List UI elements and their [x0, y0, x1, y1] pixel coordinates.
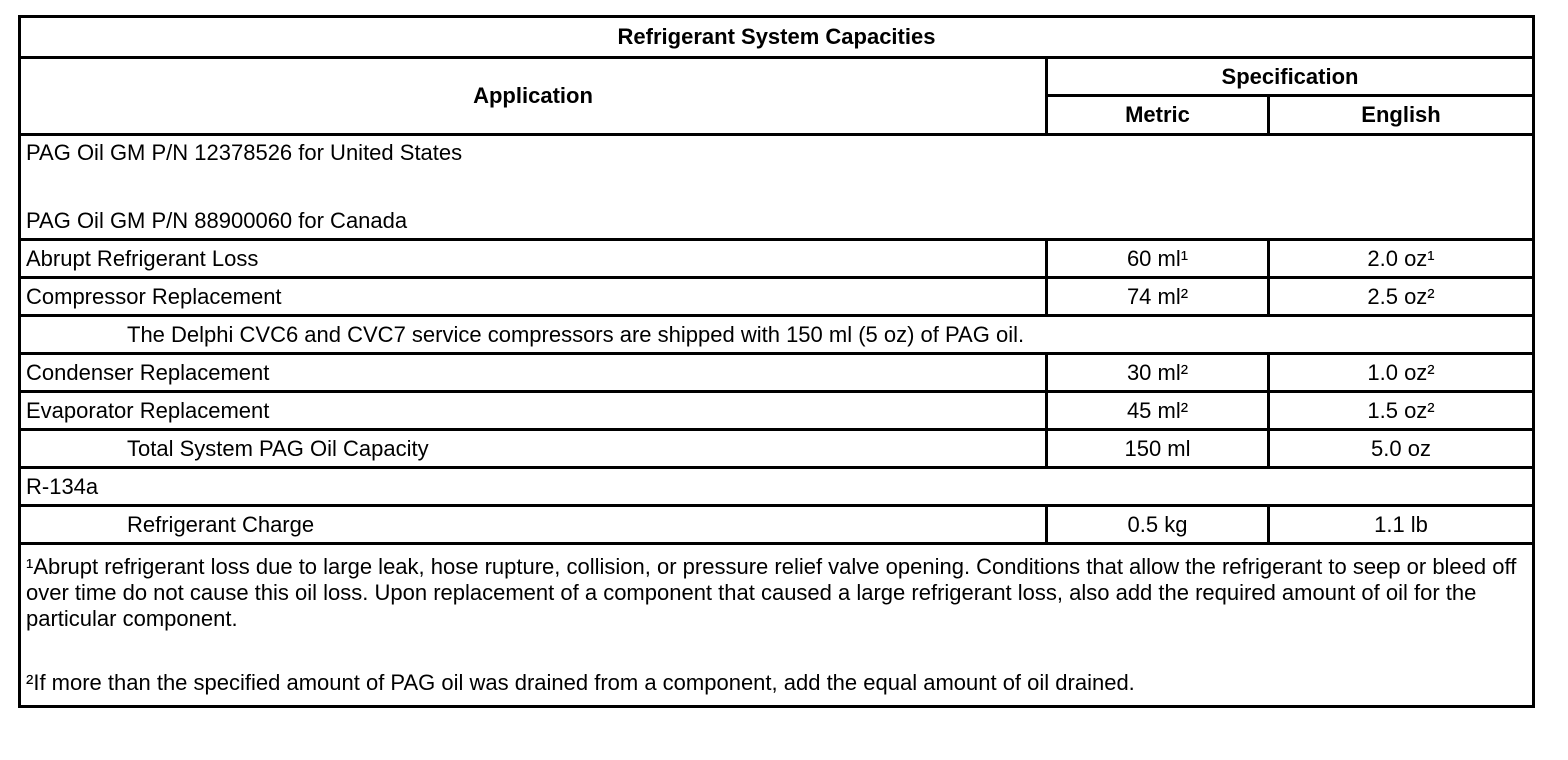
row-english: 1.0 oz²	[1269, 354, 1534, 392]
specification-header: Specification	[1047, 58, 1534, 96]
charge-metric: 0.5 kg	[1047, 506, 1269, 544]
row-english: 2.5 oz²	[1269, 278, 1534, 316]
table-row	[20, 278, 1534, 316]
row-metric: 74 ml²	[1047, 278, 1269, 316]
row-label: Compressor Replacement	[20, 278, 1047, 316]
row-metric: 60 ml¹	[1047, 240, 1269, 278]
metric-header: Metric	[1047, 96, 1269, 135]
pag-oil-cell	[20, 135, 1534, 240]
charge-label: Refrigerant Charge	[20, 506, 1047, 544]
row-english: 2.0 oz¹	[1269, 240, 1534, 278]
row-label: Evaporator Replacement	[20, 392, 1047, 430]
english-header: English	[1269, 96, 1534, 135]
footnotes-cell	[20, 544, 1534, 707]
table-row	[20, 240, 1534, 278]
footnote-2: ²If more than the specified amount of PAG oil was drained from a component, add the equal amount of oil drained.	[26, 670, 1135, 695]
row-metric: 45 ml²	[1047, 392, 1269, 430]
row-metric: 30 ml²	[1047, 354, 1269, 392]
pag-oil-canada: PAG Oil GM P/N 88900060 for Canada	[26, 208, 408, 233]
compressor-note: The Delphi CVC6 and CVC7 service compressors are shipped with 150 ml (5 oz) of PAG oil.	[20, 316, 1534, 354]
table-row	[20, 430, 1534, 468]
refrigerant-capacities-table	[18, 15, 1535, 708]
pag-oil-us: PAG Oil GM P/N 12378526 for United States	[26, 140, 463, 165]
application-header: Application	[20, 58, 1047, 135]
row-english: 1.5 oz²	[1269, 392, 1534, 430]
row-english: 5.0 oz	[1269, 430, 1534, 468]
table-title: Refrigerant System Capacities	[20, 17, 1534, 58]
charge-english: 1.1 lb	[1269, 506, 1534, 544]
row-metric: 150 ml	[1047, 430, 1269, 468]
refrigerant-charge-row	[20, 506, 1534, 544]
row-label: Abrupt Refrigerant Loss	[20, 240, 1047, 278]
footnote-1: ¹Abrupt refrigerant loss due to large leak, hose rupture, collision, or pressure relief valve opening. Conditions that allow the refrigerant to seep or bleed off over time do not cause this oil loss. Upon replacement of a component that caused a large refrigerant loss, also add the required amount of oil for the particular component.	[26, 554, 1517, 631]
title-row	[20, 17, 1534, 58]
row-label: Condenser Replacement	[20, 354, 1047, 392]
row-label: Total System PAG Oil Capacity	[20, 430, 1047, 468]
header-row	[20, 58, 1534, 96]
pag-oil-row	[20, 135, 1534, 240]
table-row	[20, 392, 1534, 430]
refrigerant-type-row	[20, 468, 1534, 506]
footnotes-row	[20, 544, 1534, 707]
compressor-note-row	[20, 316, 1534, 354]
table-row	[20, 354, 1534, 392]
refrigerant-type: R-134a	[20, 468, 1534, 506]
